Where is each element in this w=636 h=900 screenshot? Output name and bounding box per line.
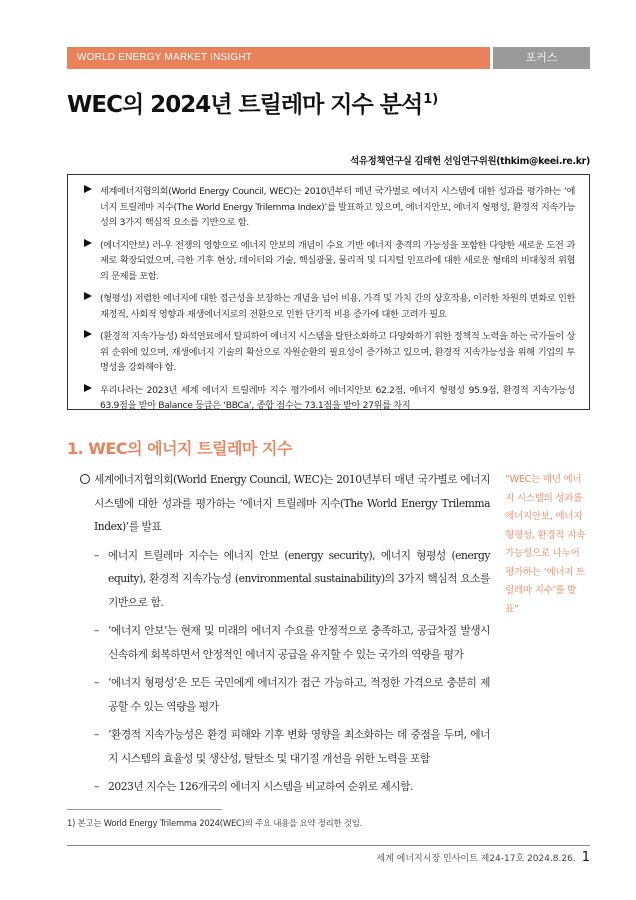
summary-text: 세계에너지협의회(World Energy Council, WEC)는 2010년부터 매년 국가별로 에너지 시스템에 대한 성과를 평가하는 ‘에너지 트릴레마 지수(The World Energy Trilemma Index)’를 발표하고 있으며, 에너지안보, 에너지 형평성, 환경적 지속가능성의 3가지 핵심적 요소를 기반으로 함.	[100, 186, 575, 228]
sub-item-text: ‘에너지 형평성’은 모든 국민에게 에너지가 접근 가능하고, 적정한 가격으로 충분히 제공할 수 있는 역량을 평가	[108, 676, 490, 713]
footnote: 1) 본고는 World Energy Trilemma 2024(WEC)의 주요 내용을 요약 정리한 것임.	[67, 818, 363, 828]
triangle-bullet-icon	[84, 292, 92, 300]
dash-marker: –	[94, 728, 99, 741]
section-heading: 1. WEC의 에너지 트릴레마 지수	[67, 439, 292, 458]
summary-text: (에너지안보) 러-우 전쟁의 영향으로 에너지 안보의 개념이 수요 기반 에너지 충격의 가능성을 포함한 다양한 새로운 도전 과제로 확장되었으며, 극한 기후 현상, 데이터와 기술, 핵심광물, 물리적 및 디지털 인프라에 대한 새로운 형태의 비대칭적 위협의 문제를 포함.	[100, 239, 575, 282]
footnote-divider	[67, 809, 222, 810]
page-title-text: WEC의 2024년 트릴레마 지수 분석	[67, 92, 423, 118]
summary-box	[67, 174, 590, 410]
sub-item-text: ‘에너지 안보’는 현재 및 미래의 에너지 수요를 안정적으로 충족하고, 공급차질 발생시 신속하게 회복하면서 안정적인 에너지 공급을 유지할 수 있는 국가의 역량을 평가	[108, 624, 490, 661]
summary-text: 우리나라는 2023년 세계 에너지 트릴레마 지수 평가에서 에너지안보 62.2점, 에너지 형평성 95.9점, 환경적 지속가능성 63.9점을 받아 Balance 등급은 ‘BBCa’, 종합 점수는 73.1점을 받아 27위를 차지	[100, 384, 575, 411]
dash-marker: –	[94, 624, 99, 637]
sub-item	[80, 671, 490, 718]
page-footer	[376, 850, 590, 865]
sub-item	[80, 544, 490, 615]
triangle-bullet-icon	[84, 330, 92, 338]
sub-item	[80, 723, 490, 770]
summary-text: (환경적 지속가능성) 화석연료에서 탈피하여 에너지 시스템을 탈탄소화하고 다양화하기 위한 정책적 노력을 하는 국가들이 상위 순위에 있으며, 재생에너지 기술의 확산으로 자원순환의 필요성이 증가하고 있으며, 환경적 지속가능성을 위해 기업의 투명성을 강화해야 함.	[100, 331, 575, 373]
publication-header-bar: WORLD ENERGY MARKET INSIGHT	[67, 47, 490, 69]
summary-item	[84, 291, 575, 322]
dash-marker: –	[94, 676, 99, 689]
summary-item	[84, 329, 575, 376]
sub-item-text: 에너지 트릴레마 지수는 에너지 안보 (energy security), 에너지 형평성 (energy equity), 환경적 지속가능성 (environmental sustainability)의 3가지 핵심적 요소를 기반으로 함.	[108, 548, 490, 609]
summary-item	[84, 383, 575, 414]
summary-item	[84, 238, 575, 285]
author-line: 석유정책연구실 김태헌 선임연구위원(thkim@keei.re.kr)	[350, 156, 590, 167]
dash-marker: –	[94, 548, 99, 562]
page-title	[67, 86, 438, 119]
summary-item	[84, 184, 575, 231]
footer-issue: 세계 에너지시장 인사이트 제24-17호 2024.8.26.	[376, 854, 576, 864]
summary-text: (형평성) 저렴한 에너지에 대한 접근성을 보장하는 개념을 넘어 비용, 가격 및 가치 간의 상호작용, 이러한 차원의 변화로 인한 재정적, 사회적 영향과 재생에너지로의 전환으로 인한 단기적 비용 증가에 대한 고려가 필요	[100, 293, 575, 320]
dash-marker: –	[94, 780, 99, 793]
footer-divider	[67, 845, 590, 846]
circle-bullet-icon	[80, 474, 90, 484]
section-tag: 포커스	[493, 47, 590, 69]
sub-item	[80, 775, 490, 799]
triangle-bullet-icon	[84, 239, 92, 247]
triangle-bullet-icon	[84, 185, 92, 193]
section-body	[80, 468, 490, 799]
main-bullet-text: 세계에너지협의회(World Energy Council, WEC)는 2010년부터 매년 국가별로 에너지 시스템에 대한 성과를 평가하는 ‘에너지 트릴레마 지수(The World Energy Trilemma Index)’를 발표	[94, 473, 490, 533]
triangle-bullet-icon	[84, 384, 92, 392]
page-number: 1	[581, 850, 590, 865]
sub-item-text: 2023년 지수는 126개국의 에너지 시스템을 비교하여 순위로 제시함.	[108, 780, 414, 793]
main-bullet	[80, 468, 490, 539]
sub-item	[80, 619, 490, 666]
title-footnote-mark: 1)	[423, 92, 439, 107]
side-note: “WEC는 매년 에너지 시스템의 성과를 에너지안보, 에너지형평성, 환경적 지속가능성으로 나누어 평가하는 ‘에너지 트릴레마 지수’를 발표”	[505, 474, 585, 615]
sub-item-text: ‘환경적 지속가능성은 환경 피해와 기후 변화 영향을 최소화하는 데 중점을 두며, 에너지 시스템의 효율성 및 생산성, 탈탄소 및 대기질 개선을 위한 노력을 포함	[108, 728, 490, 765]
